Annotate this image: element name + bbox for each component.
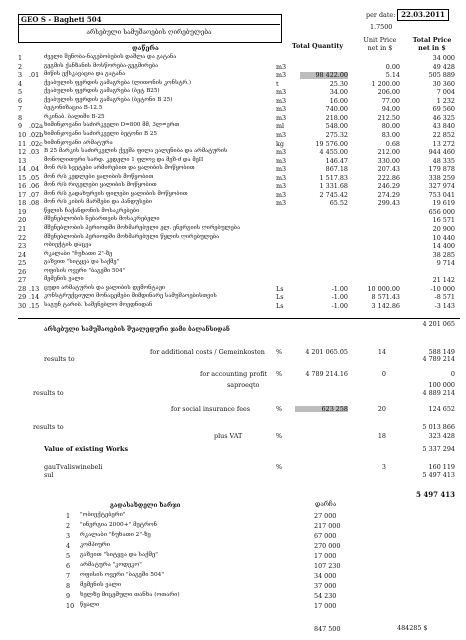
summary-base: 4 201 065.05: [305, 348, 348, 356]
item-name: რკალაბი "ჩუხათი 2"-ზე: [44, 250, 113, 257]
item-number: 1: [18, 54, 23, 62]
item-code: .04: [29, 165, 40, 174]
item-unit-price: 299.43: [377, 199, 400, 208]
item-name: ოფისის ოვერი "ბაგეში 504": [44, 267, 126, 274]
item-unit-price: 77.00: [381, 96, 400, 105]
payment-amount: 17 000: [314, 602, 337, 610]
payment-number: 8: [66, 582, 71, 590]
item-row: [0, 260, 466, 268]
item-unit: m3: [276, 71, 287, 80]
item-total-price: 38 285: [432, 250, 455, 259]
col-header-total-price-sub: net in $: [418, 44, 446, 52]
item-total-price: 14 400: [432, 242, 455, 251]
item-unit-price: 10 000.00: [367, 284, 400, 293]
item-total-price: 338 259: [428, 173, 455, 182]
item-total-quantity: 275.32: [325, 130, 348, 139]
payment-amount: 34 000: [314, 572, 337, 580]
item-unit: m3: [276, 182, 287, 191]
item-number: 29: [18, 293, 27, 302]
item-unit: m3: [276, 165, 287, 174]
item-total-price: 34 000: [432, 54, 455, 62]
item-unit-price: 246.29: [377, 182, 400, 191]
payment-number: 3: [66, 532, 71, 540]
item-code: .06: [29, 182, 40, 191]
item-total-quantity: 1 331.68: [319, 182, 348, 191]
item-total-price: 43 840: [432, 122, 455, 131]
item-unit-price: 5.14: [385, 71, 400, 80]
item-total-price: 21 142: [432, 276, 455, 285]
item-unit-price: 212.00: [377, 148, 400, 157]
item-total-price: -8 571: [434, 293, 455, 302]
item-total-price: 10 440: [432, 233, 455, 242]
payment-row: [0, 573, 466, 581]
col-header-name: დაწერა: [132, 44, 159, 52]
item-name: მონ რ/ბ სვეტები არმირებით და ყალიბის მოწყობით: [44, 165, 195, 172]
item-total-price: 753 041: [428, 190, 455, 199]
item-name: მონ რ/ბ კიბის მარშები და პანდუსები: [44, 199, 152, 206]
item-number: 16: [18, 182, 27, 191]
payment-name: ოფისის ოვერი "ბაგეში 504": [80, 572, 165, 578]
item-total-quantity: -1.00: [331, 293, 348, 302]
item-number: 9: [18, 122, 23, 131]
item-total-quantity: 146.47: [325, 156, 348, 165]
item-number: 20: [18, 216, 27, 225]
item-unit: Ls: [276, 284, 284, 293]
item-unit: m3: [276, 88, 287, 97]
summary-rate: 3: [381, 463, 386, 471]
item-unit-price: 83.00: [381, 130, 400, 139]
col-header-total-price: Total Price: [412, 36, 452, 44]
item-number: 13: [18, 156, 27, 165]
summary-label: saproeqto: [227, 381, 260, 389]
item-code: .02a: [29, 122, 43, 131]
summary-label: Value of existing Works: [44, 445, 129, 453]
item-unit: m3: [276, 62, 287, 71]
item-total-price: -10 000: [430, 284, 455, 293]
item-name: მონოლითური სარდ. კედელი 1 ფლოვ და მეზ-ძ და მეII: [44, 156, 204, 163]
payment-row: [0, 523, 466, 531]
payment-number: 5: [66, 552, 71, 560]
item-number: 7: [18, 105, 23, 114]
item-name: ქვაბულის ფერდის გამაგრება (ლითონის კონსტრ.): [44, 79, 192, 86]
item-total-price: 179 878: [428, 165, 455, 174]
payment-row: [0, 593, 466, 601]
item-name: მონ რ/ბ რიგელები ყალიბის მოწყობით: [44, 182, 157, 189]
item-total-quantity: 98 422.00: [300, 72, 348, 78]
item-total-quantity: 4 455.00: [319, 148, 348, 157]
summary-row: [0, 424, 466, 432]
summary-label: for accounting profit: [200, 370, 268, 378]
payment-number: 6: [66, 562, 71, 570]
summary-total: 588 149: [428, 348, 455, 356]
item-name: ხიმინჯოვანი საძირკველი D=800 მმ, 3ლ=ერთ: [44, 122, 180, 129]
col-header-unit-price: Unit Price: [363, 36, 397, 44]
item-name: ქვაბულის ფერდის გამაგრება (ბეტონი B 25): [44, 96, 173, 103]
item-total-price: 22 852: [432, 130, 455, 139]
item-number: 28: [18, 284, 27, 293]
item-name: გეგმის ქანზანის მოსწორება-გეგმირება: [44, 62, 159, 69]
item-name: ქვაბულის ფერდის გამაგრება (ბეტ B25): [44, 88, 160, 95]
item-row: [0, 132, 466, 140]
item-name: ხიმინჯოვანი საძირკველი ბეტონი B 25: [44, 130, 157, 137]
item-unit: m3: [276, 156, 287, 165]
item-number: 4: [18, 79, 23, 88]
summary-row: [0, 356, 466, 364]
item-number: 12: [18, 148, 27, 157]
item-unit: t: [276, 79, 279, 88]
summary-base: 623 258: [295, 406, 348, 412]
payments-total-usd: 484285 $: [397, 624, 428, 632]
summary-total: 5 337 294: [422, 445, 455, 453]
item-unit-price: 212.50: [377, 113, 400, 122]
item-number: 23: [18, 242, 27, 251]
item-name: კონსტრუქციული მონაცემები მიმდინარე სამუშაოებისთვის: [44, 293, 217, 300]
item-unit-price: 8 571.43: [371, 293, 400, 302]
item-code: .05: [29, 173, 40, 182]
item-number: 15: [18, 173, 27, 182]
item-total-quantity: 548.00: [325, 122, 348, 131]
item-number: 6: [18, 96, 23, 105]
payment-row: [0, 513, 466, 521]
payment-name: მემენის ვალი: [80, 582, 122, 588]
summary-percent-sign: %: [276, 463, 283, 471]
item-total-quantity: 19 576.00: [315, 139, 348, 148]
payment-number: 7: [66, 572, 71, 580]
item-total-quantity: 65.52: [329, 199, 348, 208]
item-number: 2: [18, 62, 23, 71]
item-name: მემენის ვალი: [44, 276, 84, 283]
item-unit-price: 222.86: [377, 173, 400, 182]
item-number: 18: [18, 199, 27, 208]
item-name: მიწის ექსკავაცია და გატანა: [44, 71, 125, 78]
item-row: [0, 303, 466, 311]
summary-row: [0, 464, 466, 472]
payments-title: გადასახდელი ხარჯი: [110, 502, 181, 509]
item-code: .15: [29, 301, 40, 310]
item-unit: m3: [276, 105, 287, 114]
item-code: .01: [29, 71, 40, 80]
item-unit: m3: [276, 130, 287, 139]
item-name: რკინაბ. ბალიში B-25: [44, 113, 105, 120]
summary-percent-sign: %: [276, 405, 283, 413]
item-number: 27: [18, 276, 27, 285]
summary-rate: 20: [377, 405, 386, 413]
payment-amount: 27 000: [314, 512, 337, 520]
summary-row: [0, 446, 466, 454]
grand-total: 5 497 413: [416, 490, 455, 499]
payment-number: 9: [66, 592, 71, 600]
col-header-total-quantity: Total Quantity: [292, 42, 344, 50]
item-number: 26: [18, 267, 27, 276]
item-row: [0, 72, 466, 80]
item-unit: ml: [276, 122, 285, 131]
item-code: .02c: [29, 139, 43, 148]
item-number: 5: [18, 88, 23, 97]
summary-label: results to: [33, 389, 64, 397]
per-date-label: per date:: [366, 11, 396, 19]
item-unit-price: 274.29: [377, 190, 400, 199]
payment-row: [0, 543, 466, 551]
summary-label: results to: [44, 355, 75, 363]
summary-base: 4 789 214.16: [305, 370, 348, 378]
item-number: 14: [18, 165, 27, 174]
item-total-price: 656 000: [428, 207, 455, 216]
item-unit-price: 206.00: [377, 88, 400, 97]
item-row: [0, 226, 466, 234]
payment-name: გაზვით "სიტყვა და საქმე": [80, 552, 158, 558]
item-number: 8: [18, 113, 23, 122]
item-code: .14: [29, 293, 40, 302]
summary-label: for social insurance fees: [171, 405, 251, 413]
item-number: 25: [18, 259, 27, 268]
summary-label: for additional costs / Gemeinkosten: [150, 348, 265, 356]
item-total-price: 30 360: [432, 79, 455, 88]
item-total-price: 19 619: [432, 199, 455, 208]
summary-total: 5 013 866: [422, 423, 455, 431]
item-name: მშენებლობის პერიოდში მოხმარებული ელ. ენერგიის ღირებულება: [44, 225, 240, 231]
payment-name: "ობიექტებერი": [80, 512, 126, 518]
payment-number: 4: [66, 542, 71, 550]
item-number: 19: [18, 207, 27, 216]
item-total-quantity: 218.00: [325, 113, 348, 122]
item-unit: kg: [276, 139, 284, 148]
summary-subtotal: 4 201 065: [422, 320, 455, 328]
item-unit: m3: [276, 113, 287, 122]
payment-amount: 37 000: [314, 582, 337, 590]
payment-amount: 67 000: [314, 532, 337, 540]
item-unit-price: 3 142.86: [371, 301, 400, 310]
payment-number: 10: [66, 602, 75, 610]
item-unit: m3: [276, 199, 287, 208]
item-total-quantity: 34.00: [329, 88, 348, 97]
summary-total: 5 497 413: [422, 471, 455, 479]
item-name: მონ რ/ბ კედლები ყალიბის მოწყობით: [44, 173, 154, 180]
payments-total-gel: 847 500: [314, 625, 341, 633]
item-name: მონ რ/ბ გადახურვის ფილები ყალიბის მოწყობით: [44, 190, 188, 197]
header-divider: [18, 24, 280, 25]
summary-total: 124 652: [428, 405, 455, 413]
item-number: 3: [18, 71, 23, 80]
payment-number: 1: [66, 512, 71, 520]
summary-rate: 18: [377, 432, 386, 440]
item-name: B 25 მარკის საძირკვლის ქვეშა ფილა ვალენიბა და არმატურის: [44, 148, 228, 155]
item-unit: m3: [276, 173, 287, 182]
item-row: [0, 89, 466, 97]
summary-row: [0, 472, 466, 480]
summary-total: 100 000: [428, 381, 455, 389]
item-name: გაზვით "სიტყვა და საქმე": [44, 259, 120, 266]
item-total-quantity: 1 517.83: [319, 173, 348, 182]
payment-row: [0, 603, 466, 611]
summary-percent-sign: %: [276, 370, 283, 378]
item-total-quantity: 2 745.42: [319, 190, 348, 199]
item-total-price: 13 272: [432, 139, 455, 148]
summary-total: 0: [450, 370, 455, 378]
item-unit: m3: [276, 190, 287, 199]
payment-name: კომპიური: [80, 542, 110, 548]
summary-label: gauTvaliswinebeli: [44, 463, 103, 471]
item-total-price: 16 571: [432, 216, 455, 225]
payment-name: წყალი: [80, 602, 100, 608]
item-number: 22: [18, 233, 27, 242]
payment-name: არმატურა "კოდეკო": [80, 562, 142, 568]
report-date: 22.03.2011: [401, 10, 445, 19]
item-row: [0, 243, 466, 251]
payment-row: [0, 533, 466, 541]
item-unit: Ls: [276, 301, 284, 310]
item-total-price: 46 325: [432, 113, 455, 122]
payment-name: რკალაბი "ჩუხათი 2"-ზე: [80, 532, 151, 538]
summary-percent-sign: %: [276, 432, 283, 440]
item-name: ობიექტის დაცვა: [44, 242, 92, 249]
summary-total: 4 889 214: [422, 389, 455, 397]
summary-row: [0, 390, 466, 398]
summary-rule: [18, 318, 460, 319]
payment-row: [0, 553, 466, 561]
company-name: GEO S - Bagheti 504: [21, 15, 102, 24]
item-total-price: 7 004: [436, 88, 455, 97]
item-total-quantity: 740.00: [325, 105, 348, 114]
item-total-price: 20 900: [432, 225, 455, 233]
item-total-quantity: -1.00: [331, 284, 348, 293]
summary-percent-sign: %: [276, 348, 283, 356]
item-total-price: 327 974: [428, 182, 455, 191]
item-total-price: 69 560: [432, 105, 455, 114]
item-unit-price: 0.68: [385, 139, 400, 148]
item-name: ძველი შენობა-ნაგებობების დაშლა და გატანა: [44, 54, 177, 60]
payment-amount: 54 230: [314, 592, 337, 600]
item-unit: m3: [276, 148, 287, 157]
item-total-quantity: -1.00: [331, 301, 348, 310]
item-code: .03: [29, 148, 40, 157]
payment-name: "ინერგია 2000+" მეტრონ: [80, 522, 158, 528]
payment-name: ხელზე მიცემული თანხა (ოთარი): [80, 592, 180, 598]
item-unit-price: 207.43: [377, 165, 400, 174]
item-name: საგუნ ტარიბ. საშენებლო მოედნიდან: [44, 301, 153, 308]
item-number: 30: [18, 301, 27, 310]
item-number: 17: [18, 190, 27, 199]
item-unit-price: 80.00: [381, 122, 400, 131]
item-number: 24: [18, 250, 27, 259]
item-total-quantity: 16.00: [329, 96, 348, 105]
item-total-price: 48 335: [432, 156, 455, 165]
item-unit: Ls: [276, 293, 284, 302]
summary-rate: 14: [377, 348, 386, 356]
item-total-quantity: 25.30: [329, 79, 348, 88]
summary-total: 4 789 214: [422, 355, 455, 363]
item-total-quantity: 867.18: [325, 165, 348, 174]
item-number: 11: [18, 139, 27, 148]
summary-label: plus VAT: [214, 432, 243, 440]
exchange-rate: 1.7500: [370, 23, 393, 31]
item-row: [0, 166, 466, 174]
item-total-price: -3 143: [434, 301, 455, 310]
item-name: ხიმინჯოვანი არმატურა: [44, 139, 113, 146]
item-row: [0, 55, 466, 63]
summary-label: results to: [33, 423, 64, 431]
payment-amount: 107 230: [314, 562, 341, 570]
payments-col-label: დარჩა: [315, 500, 337, 508]
item-number: 10: [18, 130, 27, 139]
item-unit-price: 1 200.00: [371, 79, 400, 88]
payment-number: 2: [66, 522, 71, 530]
payment-amount: 270 000: [314, 542, 341, 550]
summary-row: [0, 406, 466, 414]
item-total-price: 505 889: [428, 71, 455, 80]
item-code: .07: [29, 190, 40, 199]
summary-row: [0, 371, 466, 379]
item-row: [0, 149, 466, 157]
summary-row: [0, 433, 466, 441]
item-unit-price: 330.00: [377, 156, 400, 165]
payment-row: [0, 583, 466, 591]
item-name: ბეტონიზაცია B-12.5: [44, 105, 103, 112]
item-unit-price: 94.00: [381, 105, 400, 114]
summary-subtotal-label: არსებული სამუშაოების შუალედური ჯამი ბალანსიდან: [44, 326, 230, 333]
summary-rate: 0: [381, 370, 386, 378]
item-unit: m3: [276, 96, 287, 105]
document-title: არსებული სამუშაოების ღირებულება: [86, 28, 212, 36]
item-total-price: 9 714: [436, 259, 455, 268]
summary-total: 323 428: [428, 432, 455, 440]
item-code: .13: [29, 284, 40, 293]
summary-row: [0, 382, 466, 390]
item-unit-price: 0.00: [385, 62, 400, 71]
item-code: .02b: [29, 130, 44, 139]
item-total-price: 944 460: [428, 148, 455, 157]
item-name: წყლის ჩაქანდონის მოსაკრებები: [44, 207, 140, 214]
item-code: .08: [29, 199, 40, 208]
item-name: მშენებლობის პერიოდში მოხმარებული წყლის ღირებულება: [44, 233, 220, 240]
col-header-unit-price-sub: net in $: [367, 44, 393, 52]
item-name: მშენებლობის ნებართვის მოსაკრებელი: [44, 216, 160, 223]
item-total-price: 49 428: [432, 62, 455, 71]
payment-row: [0, 563, 466, 571]
summary-total: 160 119: [428, 463, 455, 471]
summary-label: sul: [44, 471, 54, 479]
item-name: ცუდი არმატურის და ყალიბის დემონტაჟი: [44, 284, 165, 291]
item-number: 21: [18, 225, 27, 233]
payment-amount: 217 000: [314, 522, 341, 530]
item-total-price: 1 232: [436, 96, 455, 105]
payment-amount: 17 000: [314, 552, 337, 560]
